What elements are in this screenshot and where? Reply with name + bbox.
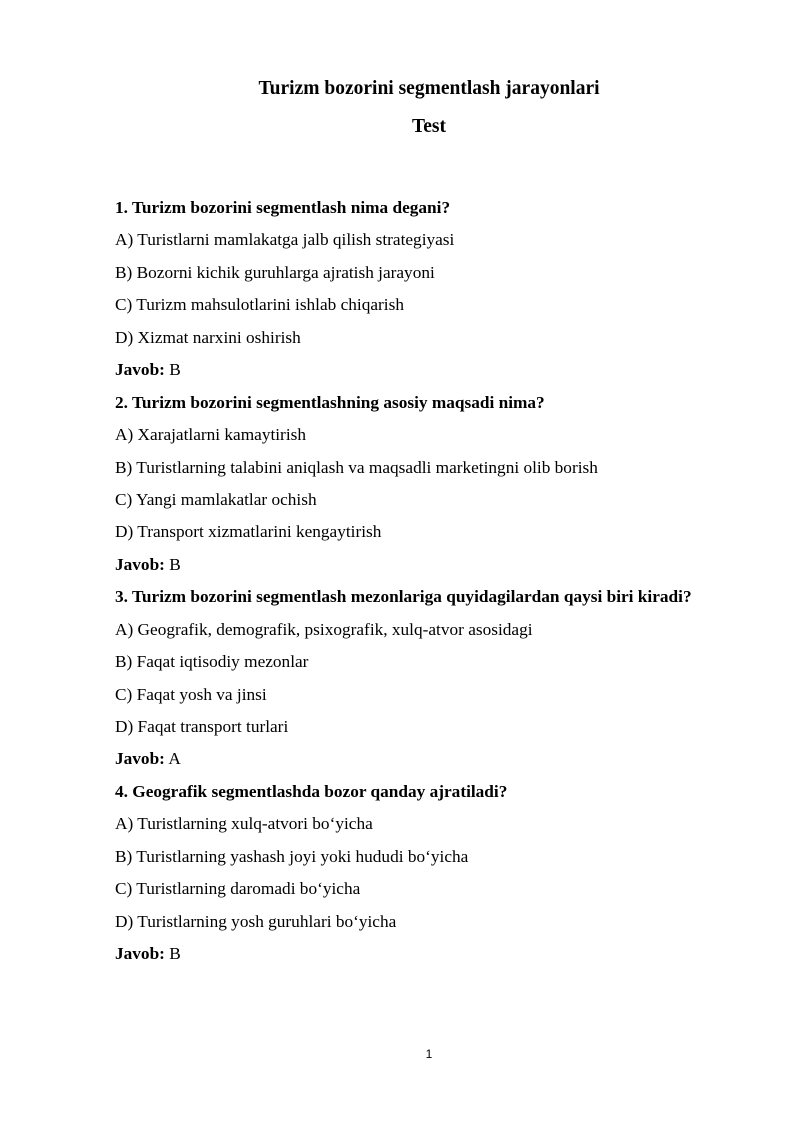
question-4-option-b: B) Turistlarning yashash joyi yoki hududi bo‘yicha [115, 846, 469, 866]
test-content [115, 196, 705, 975]
answer-value: B [169, 944, 181, 964]
answer-label: Javob: [115, 749, 165, 769]
question-1-option-d: D) Xizmat narxini oshirish [115, 327, 301, 347]
question-2-option-d: D) Transport xizmatlarini kengaytirish [115, 522, 382, 542]
document-subtitle: Test [412, 116, 446, 137]
answer-value: B [169, 554, 181, 574]
question-4-option-d: D) Turistlarning yosh guruhlari bo‘yicha [115, 911, 397, 931]
question-3-option-d: D) Faqat transport turlari [115, 717, 289, 737]
answer-label: Javob: [115, 554, 165, 574]
answer-label: Javob: [115, 944, 165, 964]
question-4-option-c: C) Turistlarning daromadi bo‘yicha [115, 879, 361, 899]
question-3-option-c: C) Faqat yosh va jinsi [115, 684, 267, 704]
question-1-option-a: A) Turistlarni mamlakatga jalb qilish strategiyasi [115, 230, 455, 250]
question-4: 4. Geografik segmentlashda bozor qanday ajratiladi? [115, 781, 508, 801]
question-3-option-a: A) Geografik, demografik, psixografik, xulq-atvor asosidagi [115, 619, 533, 639]
question-1-option-b: B) Bozorni kichik guruhlarga ajratish jarayoni [115, 262, 435, 282]
answer-label: Javob: [115, 360, 165, 380]
page-number: 1 [425, 1047, 433, 1061]
question-2-option-b: B) Turistlarning talabini aniqlash va maqsadli marketingni olib borish [115, 457, 598, 477]
question-3-option-b: B) Faqat iqtisodiy mezonlar [115, 652, 309, 672]
question-3: 3. Turizm bozorini segmentlash mezonlariga quyidagilardan qaysi biri kiradi? [115, 587, 692, 607]
answer-value: A [168, 749, 181, 769]
question-1-option-c: C) Turizm mahsulotlarini ishlab chiqarish [115, 295, 404, 315]
question-4-option-a: A) Turistlarning xulq-atvori bo‘yicha [115, 814, 373, 834]
question-2-option-a: A) Xarajatlarni kamaytirish [115, 425, 306, 445]
answer-value: B [169, 360, 181, 380]
document-title: Turizm bozorini segmentlash jarayonlari [258, 78, 600, 99]
question-3-answer [115, 747, 705, 779]
question-1: 1. Turizm bozorini segmentlash nima degani? [115, 198, 451, 217]
question-2: 2. Turizm bozorini segmentlashning asosiy maqsadi nima? [115, 392, 545, 412]
question-1-answer [115, 358, 705, 390]
question-4-answer [115, 942, 705, 974]
question-2-option-c: C) Yangi mamlakatlar ochish [115, 489, 317, 509]
